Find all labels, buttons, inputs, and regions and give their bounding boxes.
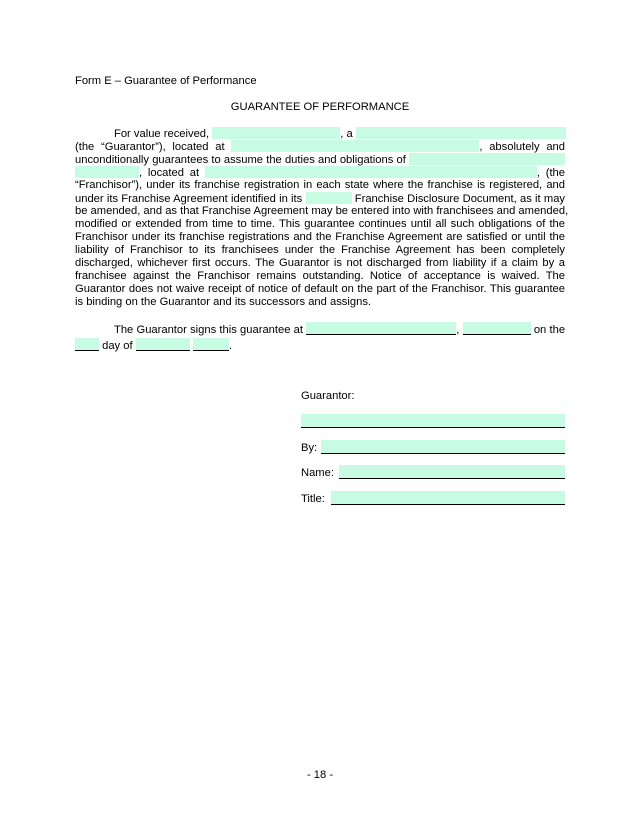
value-received-field[interactable] [212,127,340,139]
disclosure-document-year-field[interactable] [306,192,352,204]
signer-name-field[interactable] [339,465,565,479]
signing-state-field[interactable] [463,322,531,335]
signer-title-field[interactable] [331,491,565,505]
franchisor-name-field[interactable] [409,153,565,165]
franchisor-address-field[interactable] [205,166,537,178]
para-line: unconditionally guarantees to assume the duties and obligations of [75,153,565,166]
guarantor-name-field[interactable] [301,414,565,428]
para-line: , located at , (the [75,166,565,179]
signing-month-field[interactable] [136,338,190,351]
guarantor-address-field[interactable] [231,140,479,152]
para-line: For value received, , a [75,127,565,140]
para-line: “Franchisor”), under its franchise registration in each state where the franchise is registered, and [75,179,565,191]
page-number: - 18 - [306,769,334,781]
para-line: The Guarantor signs this guarantee at , on the [114,324,566,336]
para-line: Franchisor under its franchise registrations and the Franchise Agreement are satisfied or until the [75,231,565,243]
title-label: Title: [301,493,325,505]
guarantor-label: Guarantor: [301,390,355,402]
para-line: day of . [75,338,565,351]
page-title: GUARANTEE OF PERFORMANCE [230,101,410,113]
para-line: (the “Guarantor”), located at , absolutely and [75,141,565,153]
para-line: discharged, whichever first occurs. The Guarantor is not discharged from liability if a claim by a [75,257,565,269]
para-line: liability of Franchisor to its franchisees under the Franchise Agreement has been completely [75,244,565,256]
guarantor-entity-type-field[interactable] [356,127,566,139]
signing-year-field[interactable] [193,338,229,351]
para-line: modified or extended from time to time. This guarantee continues until all such obligations of the [75,218,565,230]
para-line: Guarantor does not waive receipt of notice of default on the part of the Franchisor. This guarantee [75,283,565,295]
para-line: is binding on the Guarantor and its successors and assigns. [75,296,372,308]
signing-location-field[interactable] [306,322,456,335]
para-line: franchisee against the Franchisor remains outstanding. Notice of acceptance is waived. The [75,270,565,282]
by-label: By: [301,442,318,454]
franchisor-name-continued-field[interactable] [75,166,139,178]
form-label: Form E – Guarantee of Performance [75,75,257,87]
para-line: under its Franchise Agreement identified in its Franchise Disclosure Document, as it may [75,193,566,205]
signing-day-field[interactable] [75,338,99,351]
para-line: be amended, and as that Franchise Agreement may be entered into with franchisees and amended, [75,205,569,217]
by-signature-field[interactable] [321,440,565,454]
name-label: Name: [301,467,334,479]
